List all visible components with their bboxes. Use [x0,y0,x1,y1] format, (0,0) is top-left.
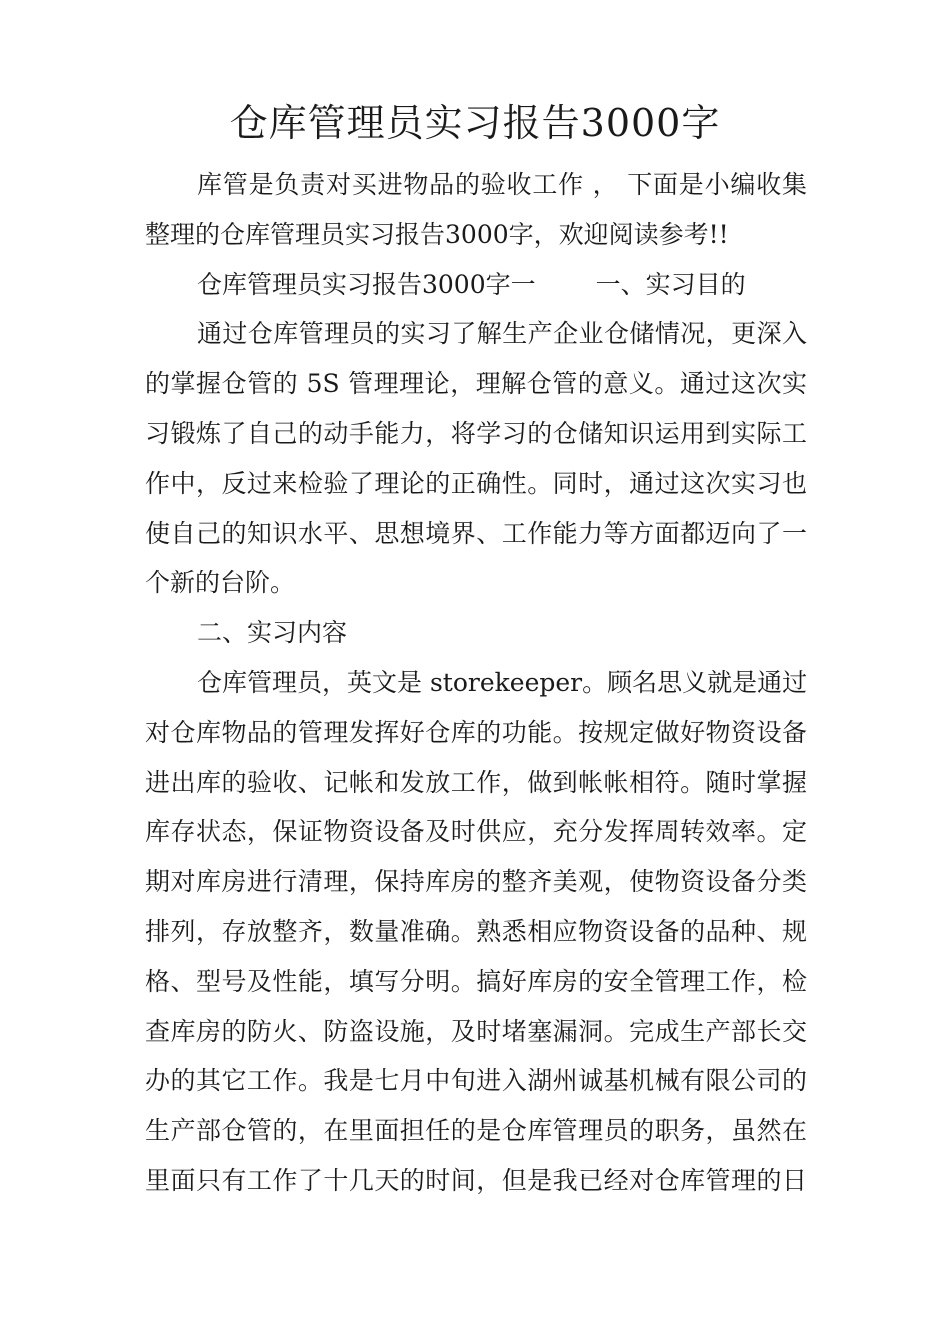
paragraph-line: 习锻炼了自己的动手能力，将学习的仓储知识运用到实际工 [145,418,807,448]
paragraph-line: 通过仓库管理员的实习了解生产企业仓储情况，更深入 [197,319,807,349]
paragraph-line: 个新的台阶。 [145,568,296,598]
paragraph-line: 格、型号及性能，填写分明。搞好库房的安全管理工作，检 [145,966,807,996]
paragraph-line: 使自己的知识水平、思想境界、工作能力等方面都迈向了一 [145,518,807,548]
section-heading-line [145,260,807,310]
paragraph-line: 办的其它工作。我是七月中旬进入湖州诚基机械有限公司的 [145,1066,807,1096]
report-subtitle: 仓库管理员实习报告3000字一 [197,269,536,299]
paragraph-line: 里面只有工作了十几天的时间，但是我已经对仓库管理的日 [145,1165,807,1195]
paragraph-line: 整理的仓库管理员实习报告3000字，欢迎阅读参考!! [145,219,729,249]
paragraph-line: 仓库管理员，英文是 storekeeper。顾名思义就是通过 [197,667,808,697]
section-heading: 二、实习内容 [197,618,348,648]
paragraph-line: 查库房的防火、防盗设施，及时堵塞漏洞。完成生产部长交 [145,1016,807,1046]
section-heading: 一、实习目的 [595,269,746,299]
document-body [145,160,807,1206]
paragraph-line: 排列，存放整齐，数量准确。熟悉相应物资设备的品种、规 [145,916,807,946]
paragraph-line: 库管是负责对买进物品的验收工作 ， 下面是小编收集 [197,170,807,199]
paragraph-line: 对仓库物品的管理发挥好仓库的功能。按规定做好物资设备 [145,717,807,747]
paragraph-line: 库存状态，保证物资设备及时供应，充分发挥周转效率。定 [145,817,807,847]
paragraph-line: 期对库房进行清理，保持库房的整齐美观，使物资设备分类 [145,867,807,897]
paragraph-line: 的掌握仓管的 5S 管理理论，理解仓管的意义。通过这次实 [145,369,807,399]
paragraph-line: 生产部仓管的，在里面担任的是仓库管理员的职务，虽然在 [145,1116,807,1146]
document-title: 仓库管理员实习报告3000字 [229,101,721,145]
paragraph-line: 作中，反过来检验了理论的正确性。同时，通过这次实习也 [145,468,807,498]
paragraph-line: 进出库的验收、记帐和发放工作，做到帐帐相符。随时掌握 [145,767,807,797]
